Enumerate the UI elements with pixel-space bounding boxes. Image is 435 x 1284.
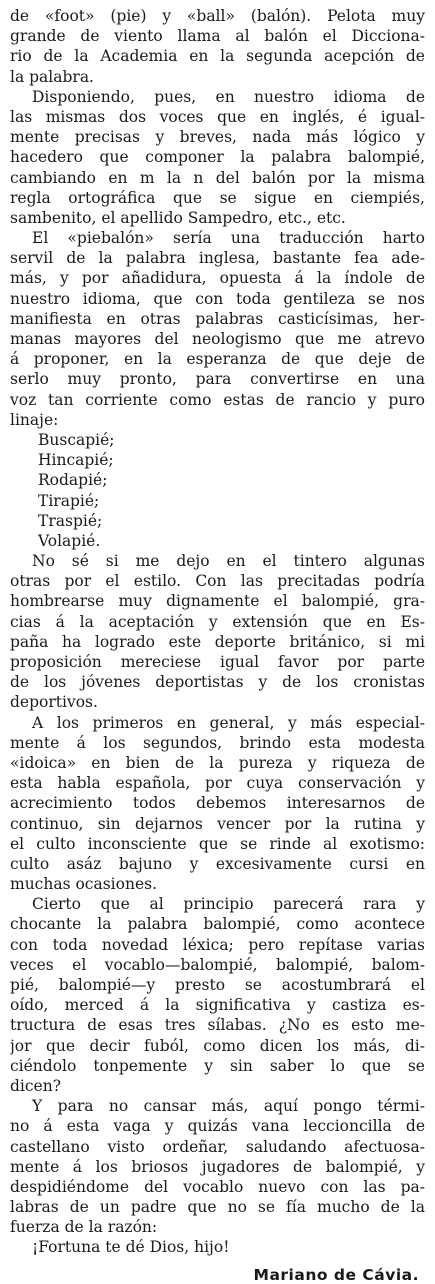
text-line: nuestro idioma, que con toda gentileza se nos [10, 289, 425, 308]
text-line: hombrearse muy dignamente el balompié, gra- [10, 592, 425, 611]
text-line: de los jóvenes deportistas y de los cronistas [10, 673, 425, 692]
text-line: culto asáz bajuno y excesivamente cursi en [10, 854, 425, 873]
text-line: «idoica» en bien de la pureza y riqueza de [10, 753, 425, 772]
text-line: regla ortográfica que se sigue en ciempiés, [10, 188, 425, 207]
text-line: castellano visto ordeñar, saludando afectuosa- [10, 1137, 425, 1156]
text-line: á proponer, en la esperanza de que deje de [10, 350, 425, 369]
list-item: Hincapié; [38, 451, 114, 470]
list-item: Buscapié; [38, 430, 115, 449]
text-line: servil de la palabra inglesa, bastante fea ade- [10, 249, 425, 268]
text-line: grande de viento llama al balón el Dicciona- [10, 27, 425, 46]
text-line: serlo muy pronto, para convertirse en una [10, 370, 425, 389]
text-line: pié, balompié—y presto se acostumbrará el [10, 976, 425, 994]
text-line: mente á los segundos, brindo esta modesta [10, 733, 425, 752]
text-line: con toda novedad léxica; pero repítase varias [10, 935, 425, 954]
text-line: oído, merced á la significativa y castiza es- [10, 996, 425, 1015]
text-line: dicen? [10, 1076, 62, 1095]
text-line: despidiéndome del vocablo nuevo con las pa- [10, 1177, 425, 1196]
list-item: Volapié. [38, 531, 101, 550]
author-signature: Mariano de Cávia. [253, 1265, 419, 1284]
text-line: mente precisas y breves, nada más lógico y [10, 128, 425, 147]
text-line: voz tan corriente como estas de rancio y puro [10, 390, 425, 409]
text-line: tructura de esas tres sílabas. ¿No es esto me- [10, 1016, 425, 1035]
text-line: de «foot» (pie) y «ball» (balón). Pelota muy [10, 7, 425, 25]
text-line: el culto inconsciente que se rinde al exotismo: [10, 834, 425, 853]
list-item: Rodapié; [38, 471, 108, 490]
text-line: cambiando en m la n del balón por la misma [10, 168, 425, 187]
text-line: las mismas dos voces que en inglés, é igual- [10, 107, 425, 126]
text-line: jor que decir fuból, como dicen los más, di- [10, 1036, 425, 1055]
text-line: otras por el estilo. Con las precitadas podría [10, 572, 425, 591]
text-line: fuerza de la razón: [10, 1218, 158, 1237]
text-line: mente á los briosos jugadores de balompié, y [10, 1157, 425, 1176]
list-item: Traspié; [38, 511, 103, 530]
text-line: no á esta vaga y quizás vana leccioncilla de [10, 1117, 425, 1136]
text-line: más, y por añadidura, opuesta á la índole de [10, 269, 425, 288]
text-line: Disponiendo, pues, en nuestro idioma de [32, 87, 425, 106]
text-line: la palabra. [10, 67, 94, 86]
text-line: rio de la Academia en la segunda acepción de [10, 47, 425, 66]
text-line: manas mayores del neologismo que me atrevo [10, 330, 425, 348]
text-line: hacedero que componer la palabra balompié, [10, 148, 425, 167]
text-line: manifiesta en otras palabras casticísimas, her- [10, 309, 425, 328]
text-line: No sé si me dejo en el tintero algunas [32, 552, 425, 571]
text-line: ciéndolo tonpemente y sin saber lo que se [10, 1056, 425, 1075]
text-line: Cierto que al principio parecerá rara y [32, 895, 425, 914]
text-line: acrecimiento todos debemos interesarnos de [10, 794, 425, 813]
text-line: ¡Fortuna te dé Dios, hijo! [32, 1238, 230, 1257]
text-line: proposición mereciese igual favor por parte [10, 653, 425, 671]
text-line: cias á la aceptación y extensión que en Es- [10, 612, 425, 631]
text-line: sambenito, el apellido Sampedro, etc., etc. [10, 208, 346, 227]
text-line: deportivos. [10, 693, 98, 712]
text-line: veces el vocablo—balompié, balompié, balom- [10, 955, 425, 974]
text-line: A los primeros en general, y más especial- [32, 713, 425, 732]
text-line: chocante la palabra balompié, como acontece [10, 915, 425, 934]
text-line: linaje: [10, 410, 59, 429]
text-line: esta habla española, por cuya conservación y [10, 774, 425, 793]
article-body [10, 6, 425, 1258]
text-line: paña ha logrado este deporte británico, si mi [10, 632, 425, 651]
text-line: muchas ocasiones. [10, 875, 158, 894]
text-line: labras de un padre que no se fía mucho de la [10, 1198, 425, 1217]
list-item: Tirapié; [38, 491, 100, 510]
text-line: Y para no cansar más, aquí pongo térmi- [32, 1097, 425, 1116]
text-line: El «piebalón» sería una traducción harto [32, 229, 425, 248]
text-line: continuo, sin dejarnos vencer por la rutina y [10, 814, 425, 833]
